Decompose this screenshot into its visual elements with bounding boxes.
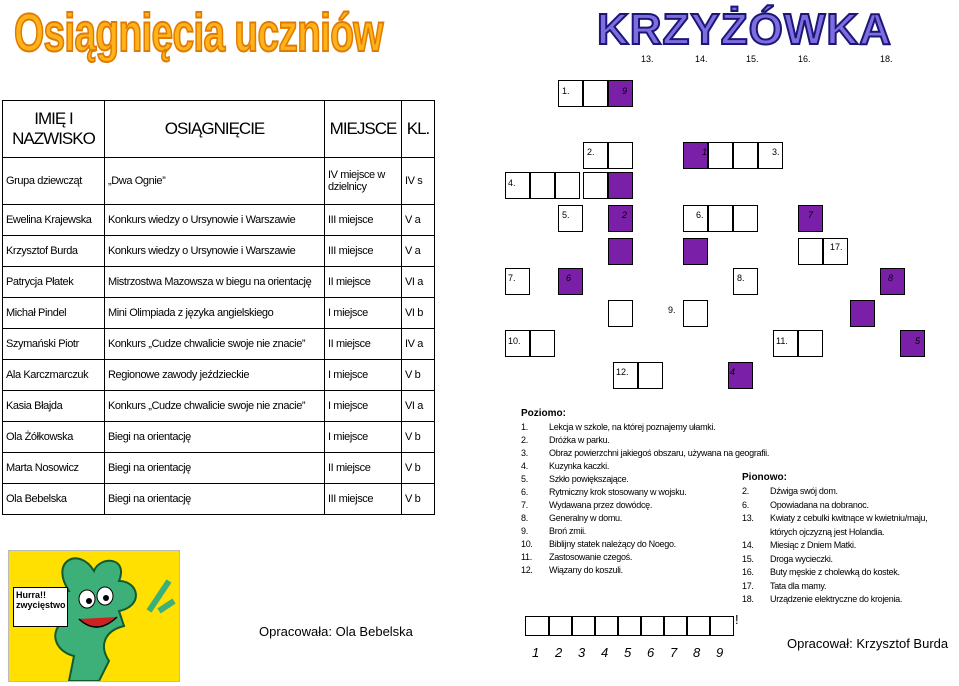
clue-text: Dróżka w parku. <box>549 435 610 445</box>
down-clue <box>742 554 833 564</box>
table-row <box>3 267 435 298</box>
clue-text: Wydawana przez dowódcę. <box>549 500 653 510</box>
cw-label: 17. <box>830 242 843 252</box>
cell-class: V a <box>402 205 435 236</box>
clue-number: 10. <box>521 539 533 549</box>
table-row <box>3 484 435 515</box>
cell-name: Ola Bebelska <box>3 484 105 515</box>
crossword-title: KRZYŻÓWKA <box>597 5 892 54</box>
across-clue <box>521 552 632 562</box>
solution-digit: 2 <box>555 645 563 660</box>
cell-class: V b <box>402 484 435 515</box>
clue-text: Tata dla mamy. <box>770 580 827 591</box>
header-place: MIEJSCE <box>325 101 402 158</box>
solution-digit: 6 <box>647 645 655 660</box>
crossword-cell[interactable] <box>900 330 925 357</box>
cw-label: 6 <box>566 273 572 283</box>
col-number: 15. <box>746 54 759 64</box>
page-title: Osiągnięcia uczniów <box>14 3 383 63</box>
cell-name: Ola Żółkowska <box>3 422 105 453</box>
solution-exclaim: ! <box>735 612 739 627</box>
down-clue <box>742 527 884 537</box>
crossword-cell[interactable] <box>530 172 555 199</box>
crossword-cell[interactable] <box>708 205 733 232</box>
cell-place: III miejsce <box>325 484 402 515</box>
cw-label: 8. <box>737 273 745 283</box>
clue-text: Generalny w domu. <box>549 513 622 523</box>
down-clue <box>742 513 927 523</box>
cell-place: II miejsce <box>325 329 402 360</box>
across-title: Poziomo: <box>521 408 566 419</box>
bubble-line1: Hurra!! <box>16 590 47 600</box>
cell-class: V a <box>402 236 435 267</box>
cw-label: 4 <box>730 367 736 377</box>
solution-digit: 7 <box>670 645 678 660</box>
solution-cell[interactable] <box>663 616 688 636</box>
clue-text: Buty męskie z cholewką do kostek. <box>770 567 900 577</box>
cw-label: 8 <box>888 273 894 283</box>
clue-text: Szkło powiększające. <box>549 474 629 484</box>
cell-class: VI a <box>402 391 435 422</box>
clue-number: 6. <box>742 499 749 510</box>
cell-achievement: Konkurs „Cudze chwalicie swoje nie znacie” <box>105 391 325 422</box>
clue-number: 8. <box>521 513 528 523</box>
cell-name: Ala Karczmarczuk <box>3 360 105 391</box>
cell-place: III miejsce <box>325 236 402 267</box>
cell-place: II miejsce <box>325 453 402 484</box>
col-number: 14. <box>695 54 708 64</box>
clue-number: 18. <box>742 594 754 604</box>
cell-achievement: Biegi na orientację <box>105 453 325 484</box>
solution-digit: 1 <box>532 645 540 660</box>
cw-label: 5 <box>915 336 921 346</box>
cell-place: I miejsce <box>325 422 402 453</box>
cell-achievement: Konkurs wiedzy o Ursynowie i Warszawie <box>105 205 325 236</box>
across-clue <box>521 539 676 549</box>
solution-digit: 3 <box>578 645 586 660</box>
crossword-cell[interactable] <box>708 142 733 169</box>
author-right: Opracował: Krzysztof Burda <box>787 636 949 651</box>
header-name: IMIĘ I NAZWISKO <box>3 101 105 158</box>
table-row <box>3 422 435 453</box>
across-clue <box>521 422 715 432</box>
clue-number: 2. <box>742 486 749 496</box>
cw-label: 10. <box>508 336 521 346</box>
crossword-cell[interactable] <box>798 238 823 265</box>
table-row <box>3 236 435 267</box>
solution-cell[interactable] <box>594 616 619 636</box>
clue-text: Wiązany do koszuli. <box>549 565 623 575</box>
crossword-cell[interactable] <box>638 362 663 389</box>
across-clue <box>521 500 652 510</box>
moose-cartoon-image <box>8 550 180 682</box>
cw-label: 9 <box>622 86 628 96</box>
across-clue <box>521 487 686 497</box>
down-title: Pionowo: <box>742 472 787 483</box>
cell-class: VI b <box>402 298 435 329</box>
col-number: 13. <box>641 54 654 64</box>
cell-name: Kasia Błajda <box>3 391 105 422</box>
col-number: 16. <box>798 54 811 64</box>
solution-cell[interactable] <box>640 616 665 636</box>
crossword-cell[interactable] <box>608 142 633 169</box>
clue-number: 2. <box>521 435 528 445</box>
crossword-cell[interactable] <box>798 330 823 357</box>
table-row <box>3 158 435 205</box>
cw-label: 11. <box>776 336 788 346</box>
cell-place: III miejsce <box>325 205 402 236</box>
clue-number: 15. <box>742 553 754 564</box>
clue-text: Kwiaty z cebulki kwitnące w kwietniu/maju, <box>770 513 928 523</box>
cell-class: VI a <box>402 267 435 298</box>
across-clue <box>521 513 622 523</box>
down-clue <box>742 594 902 604</box>
table-row <box>3 205 435 236</box>
clue-text: Opowiadana na dobranoc. <box>770 499 869 510</box>
cw-label: 6. <box>696 210 704 220</box>
crossword-cell[interactable] <box>555 172 580 199</box>
bubble-line2: zwycięstwo <box>16 600 66 610</box>
cell-place: I miejsce <box>325 298 402 329</box>
cell-class: IV a <box>402 329 435 360</box>
across-clue <box>521 461 609 471</box>
crossword-cell[interactable] <box>608 80 633 107</box>
clue-number: 3. <box>521 448 528 458</box>
clue-number: 9. <box>521 526 528 536</box>
crossword-cell[interactable] <box>608 172 633 199</box>
cell-name: Marta Nosowicz <box>3 453 105 484</box>
header-class: KL. <box>402 101 435 158</box>
crossword-cell[interactable] <box>608 300 633 327</box>
table-row <box>3 329 435 360</box>
clue-text: Urządzenie elektryczne do krojenia. <box>770 594 903 604</box>
crossword-cell[interactable] <box>683 238 708 265</box>
clue-number: 12. <box>521 565 533 575</box>
down-clue <box>742 486 838 496</box>
clue-number: 16. <box>742 567 754 577</box>
solution-cell[interactable] <box>686 616 711 636</box>
cell-achievement: „Dwa Ognie” <box>105 158 325 205</box>
header-achievement: OSIĄGNIĘCIE <box>105 101 325 158</box>
crossword-cell[interactable] <box>583 80 608 107</box>
table-row <box>3 360 435 391</box>
cw-label: 9. <box>668 305 676 315</box>
cw-label: 12. <box>616 367 629 377</box>
table-row <box>3 391 435 422</box>
clue-text: których ojczyzną jest Holandia. <box>770 526 885 537</box>
clue-text: Biblijny statek należący do Noego. <box>549 539 676 549</box>
cell-achievement: Regionowe zawody jeździeckie <box>105 360 325 391</box>
clue-number: 11. <box>521 552 532 562</box>
cell-name: Grupa dziewcząt <box>3 158 105 205</box>
across-clue <box>521 526 586 536</box>
down-clue <box>742 500 869 510</box>
cell-name: Patrycja Płatek <box>3 267 105 298</box>
cw-label: 2. <box>587 147 595 157</box>
clue-text: Droga wycieczki. <box>770 553 833 564</box>
cell-class: V b <box>402 422 435 453</box>
solution-digit: 4 <box>601 645 609 660</box>
cell-place: I miejsce <box>325 391 402 422</box>
cw-label: 1 <box>702 147 708 157</box>
cw-label: 3. <box>772 147 780 157</box>
crossword-cell[interactable] <box>733 205 758 232</box>
clue-text: Miesiąc z Dniem Matki. <box>770 540 856 550</box>
clue-number: 5. <box>521 474 528 484</box>
cell-achievement: Konkurs „Cudze chwalicie swoje nie znacie” <box>105 329 325 360</box>
cw-label: 7 <box>808 210 814 220</box>
clue-text: Broń zmii. <box>549 526 587 536</box>
clue-number: 17. <box>742 580 754 591</box>
cell-name: Szymański Piotr <box>3 329 105 360</box>
cell-achievement: Biegi na orientację <box>105 484 325 515</box>
solution-digit: 9 <box>716 645 724 660</box>
author-left: Opracowała: Ola Bebelska <box>259 624 413 639</box>
across-clue <box>521 435 610 445</box>
solution-digit: 8 <box>693 645 701 660</box>
cell-achievement: Mini Olimpiada z języka angielskiego <box>105 298 325 329</box>
solution-cell[interactable] <box>617 616 642 636</box>
solution-cell[interactable] <box>525 616 550 636</box>
crossword-cell[interactable] <box>530 330 555 357</box>
cw-label: 1. <box>562 86 570 96</box>
clue-number: 6. <box>521 487 528 497</box>
across-clue <box>521 474 629 484</box>
solution-digit: 5 <box>624 645 632 660</box>
solution-cell[interactable] <box>548 616 573 636</box>
crossword-cell[interactable] <box>850 300 875 327</box>
crossword-cell[interactable] <box>608 238 633 265</box>
cw-label: 4. <box>508 178 516 188</box>
clue-text: Lekcja w szkole, na której poznajemy ułamki. <box>549 422 716 432</box>
cell-place: IV miejsce w dzielnicy <box>325 158 402 205</box>
table-row <box>3 298 435 329</box>
crossword-cell[interactable] <box>683 300 708 327</box>
clue-number: 4. <box>521 461 528 471</box>
cw-label: 7. <box>508 273 516 283</box>
cell-class: V b <box>402 453 435 484</box>
cw-label: 5. <box>562 210 570 220</box>
cell-class: V b <box>402 360 435 391</box>
table-row <box>3 453 435 484</box>
down-clue <box>742 581 826 591</box>
clue-text: Obraz powierzchni jakiegoś obszaru, używana na geografii. <box>549 448 770 458</box>
crossword-cell[interactable] <box>583 172 608 199</box>
across-clue <box>521 565 623 575</box>
cell-class: IV s <box>402 158 435 205</box>
clue-number: 7. <box>521 500 528 510</box>
clue-number: 14. <box>742 540 754 550</box>
solution-cell[interactable] <box>571 616 596 636</box>
crossword-cell[interactable] <box>608 205 633 232</box>
clue-text: Zastosowanie czegoś. <box>549 552 633 562</box>
down-clue <box>742 540 856 550</box>
clue-text: Dźwiga swój dom. <box>770 486 838 496</box>
cell-achievement: Mistrzostwa Mazowsza w biegu na orientację <box>105 267 325 298</box>
solution-cell[interactable] <box>709 616 734 636</box>
cell-place: II miejsce <box>325 267 402 298</box>
table-header-row <box>3 101 435 158</box>
clue-number: 1. <box>521 422 528 432</box>
cw-label: 2 <box>622 210 628 220</box>
down-clue <box>742 567 900 577</box>
cell-name: Ewelina Krajewska <box>3 205 105 236</box>
cell-achievement: Biegi na orientację <box>105 422 325 453</box>
clue-text: Kuzynka kaczki. <box>549 461 610 471</box>
cell-name: Michał Pindel <box>3 298 105 329</box>
col-number: 18. <box>880 54 893 64</box>
crossword-cell[interactable] <box>733 142 758 169</box>
across-clue <box>521 448 769 458</box>
clue-number: 13. <box>742 513 754 523</box>
cell-achievement: Konkurs wiedzy o Ursynowie i Warszawie <box>105 236 325 267</box>
speech-bubble <box>13 587 68 627</box>
clue-text: Rytmiczny krok stosowany w wojsku. <box>549 487 687 497</box>
achievements-table <box>2 100 435 515</box>
cell-name: Krzysztof Burda <box>3 236 105 267</box>
cell-place: I miejsce <box>325 360 402 391</box>
